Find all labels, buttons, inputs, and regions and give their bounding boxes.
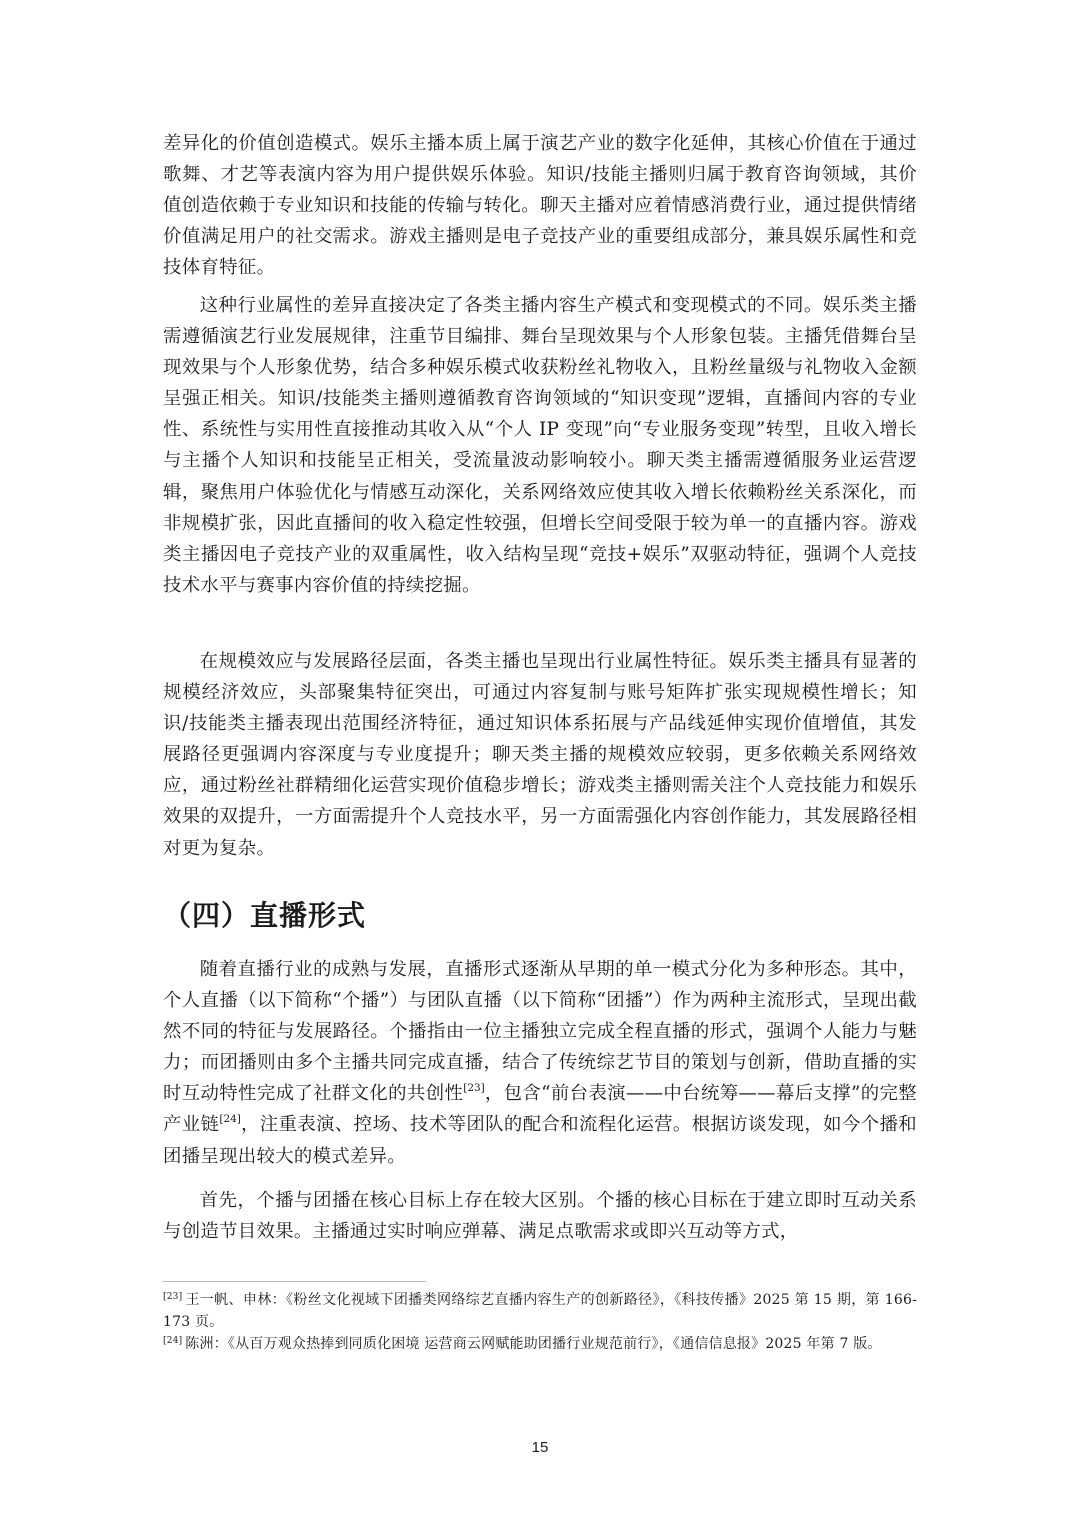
paragraph-4-part-b: ，包含“前台表演——中台统筹——幕后支撑”的完整产业链 — [163, 1083, 917, 1136]
footnote-divider — [163, 1281, 426, 1282]
citation-23[interactable]: [23] — [463, 1082, 485, 1095]
paragraph-1: 差异化的价值创造模式。娱乐主播本质上属于演艺产业的数字化延伸，其核心价值在于通过歌舞、才艺等表演内容为用户提供娱乐体验。知识/技能主播则归属于教育咨询领域，其价值创造依赖于专业知识和技能的传输与转化。聊天主播对应着情感消费行业，通过提供情绪价值满足用户的社交需求。游戏主播则是电子竞技产业的重要组成部分，兼具娱乐属性和竞技体育特征。 — [163, 133, 917, 279]
paragraph-3: 在规模效应与发展路径层面，各类主播也呈现出行业属性特征。娱乐类主播具有显著的规模经济效应，头部聚集特征突出，可通过内容复制与账号矩阵扩张实现规模性增长；知识/技能类主播表现出范围经济特征，通过知识体系拓展与产品线延伸实现价值增值，其发展路径更强调内容深度与专业度提升；聊天类主播的规模效应较弱，更多依赖关系网络效应，通过粉丝社群精细化运营实现价值稳步增长；游戏类主播则需关注个人竞技能力和娱乐效果的双提升，一方面需提升个人竞技水平，另一方面需强化内容创作能力，其发展路径相对更为复杂。 — [163, 651, 917, 859]
footnote-mark: [23] — [163, 1291, 183, 1302]
paragraph-5: 首先，个播与团播在核心目标上存在较大区别。个播的核心目标在于建立即时互动关系与创造节目效果。主播通过实时响应弹幕、满足点歌需求或即兴互动等方式， — [163, 1190, 917, 1243]
document-page — [163, 0, 917, 1528]
paragraph-4-part-a: 随着直播行业的成熟与发展，直播形式逐渐从早期的单一模式分化为多种形态。其中，个人直播（以下简称“个播”）与团队直播（以下简称“团播”）作为两种主流形式，呈现出截然不同的特征与发展路径。个播指由一位主播独立完成全程直播的形式，强调个人能力与魅力；而团播则由多个主播共同完成直播，结合了传统综艺节目的策划与创新，借助直播的实时互动特性完成了社群文化的共创性 — [163, 959, 917, 1105]
footnotes — [163, 1289, 917, 1355]
section-heading: （四）直播形式 — [163, 899, 367, 932]
footnote-23 — [163, 1289, 917, 1333]
footnote-mark: [24] — [163, 1335, 183, 1346]
footnote-text: 王一帆、申林：《粉丝文化视域下团播类网络综艺直播内容生产的创新路径》，《科技传播》2025 第 15 期，第 166-173 页。 — [163, 1292, 917, 1330]
footnote-text: 陈洲：《从百万观众热捧到同质化困境 运营商云网赋能助团播行业规范前行》，《通信信息报》2025 年第 7 版。 — [185, 1336, 882, 1352]
citation-24[interactable]: [24] — [219, 1113, 241, 1126]
page-number: 15 — [531, 1439, 549, 1456]
paragraph-4-part-c: ，注重表演、控场、技术等团队的配合和流程化运营。根据访谈发现，如今个播和团播呈现出较大的模式差异。 — [163, 1114, 917, 1167]
paragraph-2: 这种行业属性的差异直接决定了各类主播内容生产模式和变现模式的不同。娱乐类主播需遵循演艺行业发展规律，注重节目编排、舞台呈现效果与个人形象包装。主播凭借舞台呈现效果与个人形象优势，结合多种娱乐模式收获粉丝礼物收入，且粉丝量级与礼物收入金额呈强正相关。知识/技能类主播则遵循教育咨询领域的“知识变现”逻辑，直播间内容的专业性、系统性与实用性直接推动其收入从“个人 IP 变现”向“专业服务变现”转型，且收入增长与主播个人知识和技能呈正相关，受流量波动影响较小。聊天类主播需遵循服务业运营逻辑，聚焦用户体验优化与情感互动深化，关系网络效应使其收入增长依赖粉丝关系深化，而非规模扩张，因此直播间的收入稳定性较强，但增长空间受限于较为单一的直播内容。游戏类主播因电子竞技产业的双重属性，收入结构呈现“竞技+娱乐”双驱动特征，强调个人竞技技术水平与赛事内容价值的持续挖掘。 — [163, 295, 917, 596]
footnote-24 — [163, 1333, 917, 1355]
paragraph-4 — [163, 954, 917, 1172]
